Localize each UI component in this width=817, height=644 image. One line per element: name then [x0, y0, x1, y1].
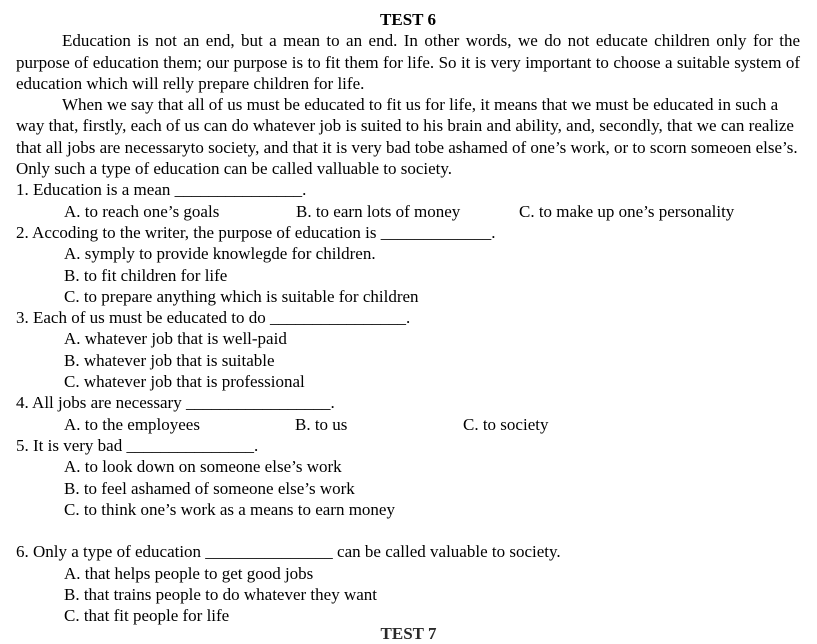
- question-1-option-c: C. to make up one’s personality: [519, 201, 735, 221]
- passage-paragraph-1: Education is not an end, but a mean to an end. In other words, we do not educate children only for the purpose of education them; our purpose is to fit them for life. So it is very important to choose a suitable system of education which will relly prepare children for life.: [16, 31, 800, 93]
- question-4-option-b: B. to us: [295, 414, 348, 434]
- question-2-stem: 2. Accoding to the writer, the purpose of education is _____________.: [16, 222, 496, 242]
- question-2-option-a: A. symply to provide knowlegde for children.: [64, 244, 376, 264]
- question-6-option-a: A. that helps people to get good jobs: [64, 563, 314, 583]
- spacer-line: [16, 520, 800, 541]
- question-1-option-a: A. to reach one’s goals: [64, 201, 220, 221]
- question-4-option-c: C. to society: [463, 414, 549, 434]
- question-2: [16, 222, 800, 307]
- question-4-stem: 4. All jobs are necessary _________________.: [16, 393, 335, 413]
- question-4-options: [64, 414, 800, 435]
- question-3: [16, 307, 800, 392]
- question-6-option-b: B. that trains people to do whatever they want: [64, 585, 377, 605]
- next-test-title-cutoff: TEST 7: [380, 624, 437, 643]
- question-6-option-c: C. that fit people for life: [64, 606, 230, 626]
- question-5-option-a: A. to look down on someone else’s work: [64, 457, 342, 477]
- page-title: TEST 6: [380, 10, 436, 29]
- question-5-stem: 5. It is very bad _______________.: [16, 435, 259, 455]
- question-5: [16, 435, 800, 520]
- question-6: [16, 541, 800, 626]
- question-3-option-b: B. whatever job that is suitable: [64, 350, 275, 370]
- question-1-options: [64, 201, 800, 222]
- question-3-option-a: A. whatever job that is well-paid: [64, 329, 287, 349]
- question-1-option-b: B. to earn lots of money: [296, 201, 461, 221]
- question-1-stem: 1. Education is a mean _______________.: [16, 180, 307, 200]
- question-2-option-c: C. to prepare anything which is suitable for children: [64, 286, 419, 306]
- question-3-option-c: C. whatever job that is professional: [64, 372, 305, 392]
- question-4-option-a: A. to the employees: [64, 414, 200, 434]
- question-5-option-b: B. to feel ashamed of someone else’s work: [64, 478, 355, 498]
- question-3-stem: 3. Each of us must be educated to do ________________.: [16, 308, 411, 328]
- question-2-option-b: B. to fit children for life: [64, 265, 228, 285]
- passage-paragraph-2: When we say that all of us must be educated to fit us for life, it means that we must be educated in such a way that, firstly, each of us can do whatever job is suited to his brain and ability, and, secondly, that we can realize that all jobs are necessaryto society, and that it is very bad tobe ashamed of one’s work, or to scorn someoen else’s. Only such a type of education can be called valluable to society.: [16, 95, 798, 179]
- question-5-option-c: C. to think one’s work as a means to earn money: [64, 499, 395, 519]
- question-1: [16, 179, 800, 222]
- question-4: [16, 392, 800, 435]
- question-6-stem: 6. Only a type of education _______________ can be called valuable to society.: [16, 542, 561, 562]
